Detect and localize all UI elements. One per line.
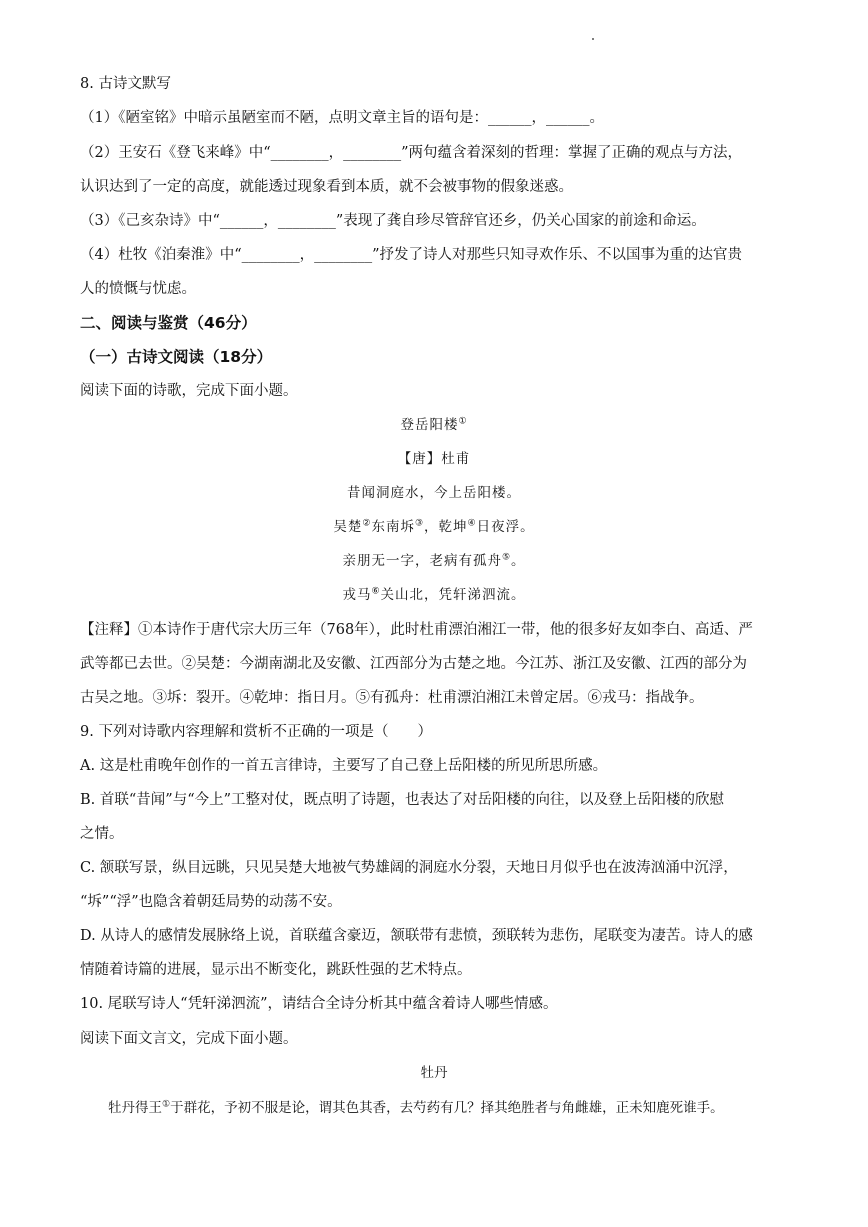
section2-title: 二、阅读与鉴赏（46分） [80, 314, 257, 332]
poem-line-2: 吴楚②东南坼③，乾坤④日夜浮。 [333, 518, 535, 535]
q8-item3: （3）《己亥杂诗》中“______，________”表现了龚自珍尽管辞官还乡，仍关心国家的前途和命运。 [80, 213, 706, 229]
q9-option-c-line2: “坼”“浮”也隐含着朝廷局势的动荡不安。 [80, 894, 342, 910]
poem-author: 【唐】杜甫 [397, 451, 471, 467]
q9-option-a: A. 这是杜甫晚年创作的一首五言律诗，主要写了自己登上岳阳楼的所见所思所感。 [80, 758, 608, 774]
q9-option-b-line2: 之情。 [80, 826, 124, 842]
notes-line-2: 武等都已去世。②吴楚：今湖南湖北及安徽、江西部分为古楚之地。今江苏、浙江及安徽、江西的部分为 [80, 656, 747, 672]
q9-option-d-line2: 情随着诗篇的进展，显示出不断变化，跳跃性强的艺术特点。 [80, 962, 472, 978]
poem-line-1: 昔闻洞庭水，今上岳阳楼。 [347, 485, 521, 501]
q8-item1: （1）《陋室铭》中暗示虽陋室而不陋，点明文章主旨的语句是：______，______。 [80, 110, 604, 126]
notes-line-3: 古吴之地。③坼：裂开。④乾坤：指日月。⑤有孤舟：杜甫漂泊湘江未曾定居。⑥戎马：指战争。 [80, 690, 704, 706]
notes-line-1: 【注释】①本诗作于唐代宗大历三年（768年），此时杜甫漂泊湘江一带，他的很多好友如李白、高适、严 [80, 622, 753, 638]
q9-option-b-line1: B. 首联“昔闻”与“今上”工整对仗，既点明了诗题，也表达了对岳阳楼的向往，以及登上岳阳楼的欣慰 [80, 792, 725, 808]
poem-line-3: 亲朋无一字，老病有孤舟⑤。 [342, 552, 526, 569]
section2-sub1: （一）古诗文阅读（18分） [80, 348, 273, 366]
q8-item4-line1: （4）杜牧《泊秦淮》中“________，________”抒发了诗人对那些只知寻欢作乐、不以国事为重的达官贵 [80, 247, 743, 263]
q9-option-c-line1: C. 颔联写景，纵目远眺，只见吴楚大地被气势雄阔的洞庭水分裂，天地日月似乎也在波涛汹涌中沉浮， [80, 860, 738, 876]
q9-stem: 9. 下列对诗歌内容理解和赏析不正确的一项是（ ） [80, 724, 432, 740]
q9-option-d-line1: D. 从诗人的感情发展脉络上说，首联蕴含豪迈，颔联带有悲愤，颈联转为悲伤，尾联变为凄苦。诗人的感 [80, 928, 753, 944]
scan-dot [592, 38, 594, 40]
q8-item4-line2: 人的愤慨与忧虑。 [80, 281, 196, 297]
prose-line-1: 牡丹得王①于群花，予初不服是论，谓其色其香，去芍药有几？择其绝胜者与角雌雄，正未知鹿死谁手。 [108, 1099, 724, 1116]
q8-item2-line1: （2）王安石《登飞来峰》中“________，________”两句蕴含着深刻的哲理：掌握了正确的观点与方法， [80, 145, 743, 161]
prose-instruction: 阅读下面文言文，完成下面小题。 [80, 1031, 298, 1047]
poem-line-4: 戎马⑥关山北，凭轩涕泗流。 [342, 586, 526, 603]
q10-stem: 10. 尾联写诗人“凭轩涕泗流”，请结合全诗分析其中蕴含着诗人哪些情感。 [80, 996, 558, 1012]
q8-item2-line2: 认识达到了一定的高度，就能透过现象看到本质，就不会被事物的假象迷惑。 [80, 179, 573, 195]
poem-instruction: 阅读下面的诗歌，完成下面小题。 [80, 383, 298, 399]
prose-title: 牡丹 [420, 1065, 448, 1081]
poem-title: 登岳阳楼① [400, 416, 468, 433]
q8-title: 8. 古诗文默写 [80, 76, 171, 92]
